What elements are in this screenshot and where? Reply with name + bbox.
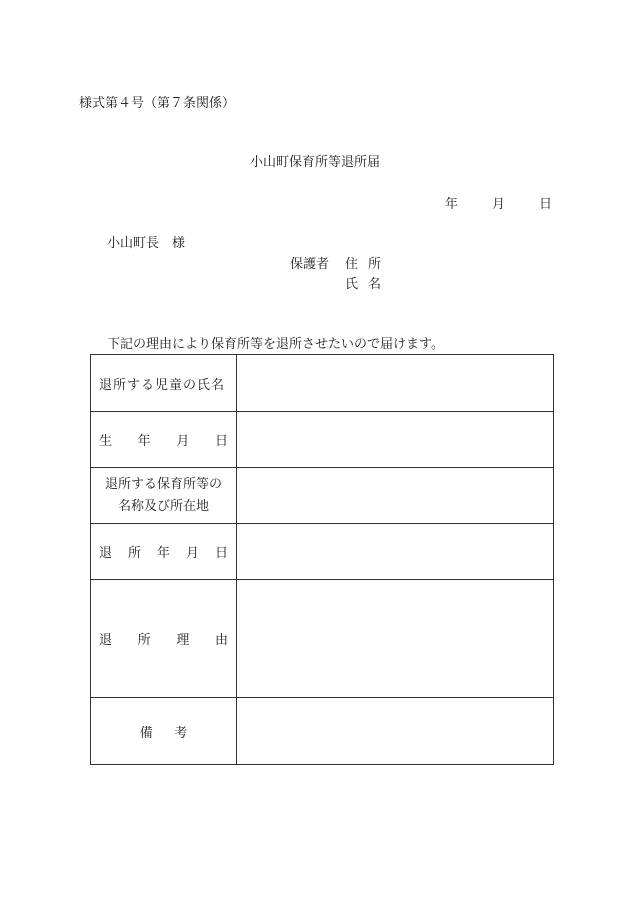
birth-date-label [91,412,237,468]
intro-text: 下記の理由により保育所等を退所させたいので届けます。 [107,337,444,352]
table-row-reason [91,580,554,698]
withdrawal-form-table [90,354,554,765]
date-day-label: 日 [539,197,553,212]
withdrawal-date-label [91,524,237,580]
reason-char-4: 由 [214,633,228,648]
withdrawal-date-char-5: 日 [214,546,228,561]
remarks-label [91,698,237,765]
child-name-label [91,355,237,412]
document-title: 小山町保育所等退所届 [249,155,380,170]
facility-label [91,468,237,524]
form-number: 様式第４号（第７条関係） [79,96,236,111]
remarks-field[interactable] [237,698,554,765]
reason-char-1: 退 [99,633,113,648]
birth-date-label-text [99,430,228,449]
birth-date-char-2: 年 [137,434,151,449]
birth-date-char-3: 月 [176,434,190,449]
guardian-name-label: 氏名 [345,277,392,292]
remarks-char-1: 備 [139,725,153,741]
remarks-label-text [99,722,228,741]
table-row-facility [91,468,554,524]
table-row-remarks [91,698,554,765]
date-month-label: 月 [492,197,506,212]
addressee: 小山町長 様 [107,236,186,251]
withdrawal-date-char-4: 月 [185,546,199,561]
facility-label-line1: 退所する保育所等の [104,476,222,492]
withdrawal-date-char-1: 退 [99,546,113,561]
guardian-label: 保護者 [290,257,330,272]
withdrawal-date-char-2: 所 [127,546,141,561]
withdrawal-date-char-3: 年 [156,546,170,561]
table-row-withdrawal-date [91,524,554,580]
reason-char-2: 所 [137,633,151,648]
birth-date-field[interactable] [237,412,554,468]
reason-char-3: 理 [176,633,190,648]
withdrawal-date-field[interactable] [237,524,554,580]
withdrawal-date-label-text [99,542,228,561]
reason-field[interactable] [237,580,554,698]
facility-label-line2: 名称及び所在地 [117,498,209,514]
birth-date-char-4: 日 [214,434,228,449]
guardian-address-label: 住所 [345,257,392,272]
reason-label [91,580,237,698]
child-name-label-text: 退所する児童の氏名 [99,377,226,393]
remarks-char-2: 考 [174,725,188,741]
child-name-field[interactable] [237,355,554,412]
table-row-birth-date [91,412,554,468]
reason-label-text [99,629,228,648]
birth-date-char-1: 生 [99,434,113,449]
facility-field[interactable] [237,468,554,524]
date-year-label: 年 [445,197,459,212]
table-row-child-name [91,355,554,412]
